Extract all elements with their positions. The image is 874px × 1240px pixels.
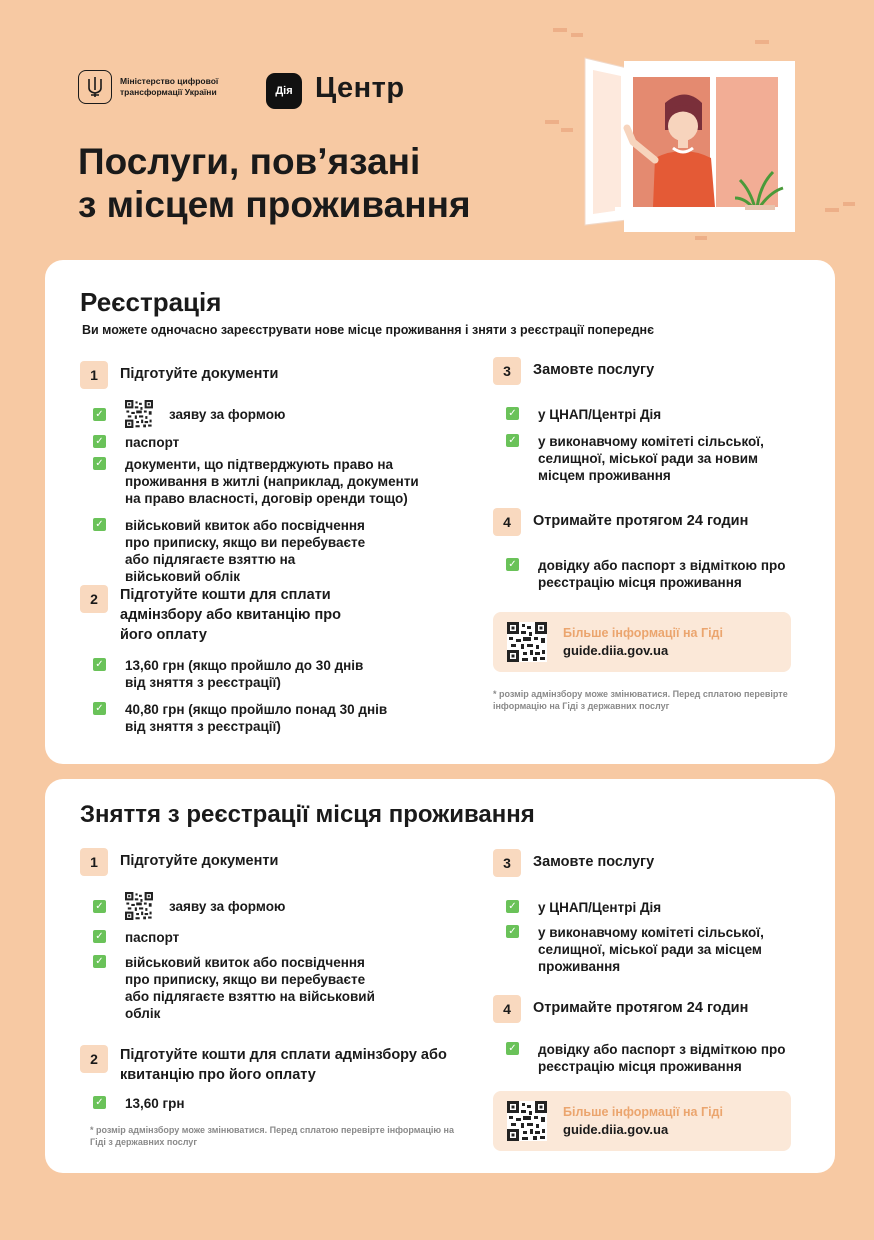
qr-code-icon[interactable]	[507, 1101, 547, 1141]
guide-info-title: Більше інформації на Гіді	[563, 1105, 723, 1119]
check-icon: ✓	[506, 407, 519, 420]
window-illustration	[545, 20, 874, 255]
qr-code-icon[interactable]	[507, 622, 547, 662]
list-item: ✓ документи, що підтверджують право на проживання в житлі (наприклад, документи на право власності, договір оренди тощо)	[93, 456, 433, 507]
step-number: 2	[80, 585, 108, 613]
step-title: Отримайте протягом 24 годин	[533, 1000, 749, 1016]
step-number: 1	[80, 848, 108, 876]
list-item: ✓ військовий квиток або посвідчення про приписку, якщо ви перебуваєте або підлягаєте взяттю на військовий облік	[93, 517, 373, 585]
guide-info-box[interactable]	[493, 612, 791, 672]
qr-code-icon[interactable]	[125, 892, 153, 920]
step-4	[493, 508, 748, 536]
step-1-list	[93, 400, 433, 585]
check-icon: ✓	[93, 658, 106, 671]
list-item: ✓ 13,60 грн (якщо пройшло до 30 днів від зняття з реєстрації)	[93, 657, 373, 691]
step-3-list	[506, 406, 796, 484]
list-item: ✓ у ЦНАП/Центрі Дія	[506, 406, 796, 423]
step-title: Підготуйте документи	[120, 853, 279, 869]
step-number: 3	[493, 357, 521, 385]
guide-info-box[interactable]	[493, 1091, 791, 1151]
guide-link[interactable]: guide.diia.gov.ua	[563, 643, 669, 658]
step-number: 2	[80, 1045, 108, 1073]
trident-emblem-icon	[78, 70, 112, 104]
step-2-list	[93, 657, 393, 735]
list-item: ✓ довідку або паспорт з відміткою про реєстрацію місця проживання	[506, 1041, 796, 1075]
check-icon: ✓	[506, 434, 519, 447]
fee-note: * розмір адмінзбору може змінюватися. Перед сплатою перевірте інформацію на Гіді з державних послуг	[493, 689, 788, 711]
check-icon: ✓	[506, 925, 519, 938]
step-number: 4	[493, 995, 521, 1023]
step-2	[80, 582, 380, 645]
check-icon: ✓	[506, 1042, 519, 1055]
check-icon: ✓	[93, 457, 106, 470]
page-title: Послуги, пов’язані з місцем проживання	[78, 141, 471, 225]
deregistration-title: Зняття з реєстрації місця проживання	[80, 801, 535, 828]
list-item: ✓ довідку або паспорт з відміткою про реєстрацію місця проживання	[506, 557, 786, 591]
check-icon: ✓	[93, 435, 106, 448]
check-icon: ✓	[93, 955, 106, 968]
list-item: ✓ у виконавчому комітеті сільської, селищної, міської ради за новим місцем проживання	[506, 433, 776, 484]
check-icon: ✓	[93, 930, 106, 943]
ministry-logo	[78, 70, 250, 104]
diia-logo: Дія	[266, 73, 302, 109]
step-title: Підготуйте кошти для сплати адмінзбору або квитанцію про його оплату	[120, 587, 341, 643]
step-number: 1	[80, 361, 108, 389]
registration-title: Реєстрація	[80, 287, 222, 317]
registration-card	[45, 260, 835, 764]
centr-label: Центр	[315, 72, 405, 104]
step-title: Підготуйте кошти для сплати адмінзбору або квитанцію про його оплату	[120, 1047, 447, 1083]
list-item: ✓ військовий квиток або посвідчення про приписку, якщо ви перебуваєте або підлягаєте взяттю на військовий облік	[93, 954, 383, 1022]
registration-subtitle: Ви можете одночасно зареєструвати нове місце проживання і зняти з реєстрації попереднє	[82, 323, 654, 337]
step-4-list	[506, 1041, 806, 1075]
step-number: 3	[493, 849, 521, 877]
list-item: ✓ паспорт	[93, 434, 433, 451]
guide-info-title: Більше інформації на Гіді	[563, 626, 723, 640]
deregistration-card	[45, 779, 835, 1173]
list-item: ✓ у виконавчому комітеті сільської, селищної, міської ради за місцем проживання	[506, 924, 786, 975]
check-icon: ✓	[93, 408, 106, 421]
list-item: ✓ 40,80 грн (якщо пройшло понад 30 днів від зняття з реєстрації)	[93, 701, 393, 735]
step-number: 4	[493, 508, 521, 536]
step-title: Замовте послугу	[533, 362, 655, 378]
check-icon: ✓	[93, 702, 106, 715]
list-item: ✓ 13,60 грн	[93, 1095, 185, 1112]
check-icon: ✓	[506, 558, 519, 571]
qr-code-icon[interactable]	[125, 400, 153, 428]
step-3	[493, 849, 654, 877]
step-2	[80, 1042, 480, 1085]
step-title: Підготуйте документи	[120, 366, 279, 382]
list-item: ✓ заяву за формою	[93, 400, 433, 428]
list-item: ✓ у ЦНАП/Центрі Дія	[506, 899, 796, 916]
step-3	[493, 357, 654, 385]
step-3-list	[506, 899, 796, 975]
list-item: ✓ заяву за формою	[93, 892, 393, 920]
check-icon: ✓	[93, 1096, 106, 1109]
list-item: ✓ паспорт	[93, 929, 393, 946]
step-4	[493, 995, 748, 1023]
step-1	[80, 361, 278, 389]
step-1-list	[93, 892, 393, 1022]
step-1	[80, 848, 278, 876]
check-icon: ✓	[506, 900, 519, 913]
step-title: Отримайте протягом 24 годин	[533, 513, 749, 529]
check-icon: ✓	[93, 518, 106, 531]
step-title: Замовте послугу	[533, 854, 655, 870]
step-4-list	[506, 557, 796, 591]
fee-note: * розмір адмінзбору може змінюватися. Перед сплатою перевірте інформацію на Гіді з державних послуг	[90, 1125, 454, 1147]
check-icon: ✓	[93, 900, 106, 913]
guide-link[interactable]: guide.diia.gov.ua	[563, 1122, 669, 1137]
ministry-name: Міністерство цифрової трансформації України	[120, 76, 219, 97]
step-2-list	[93, 1095, 185, 1112]
